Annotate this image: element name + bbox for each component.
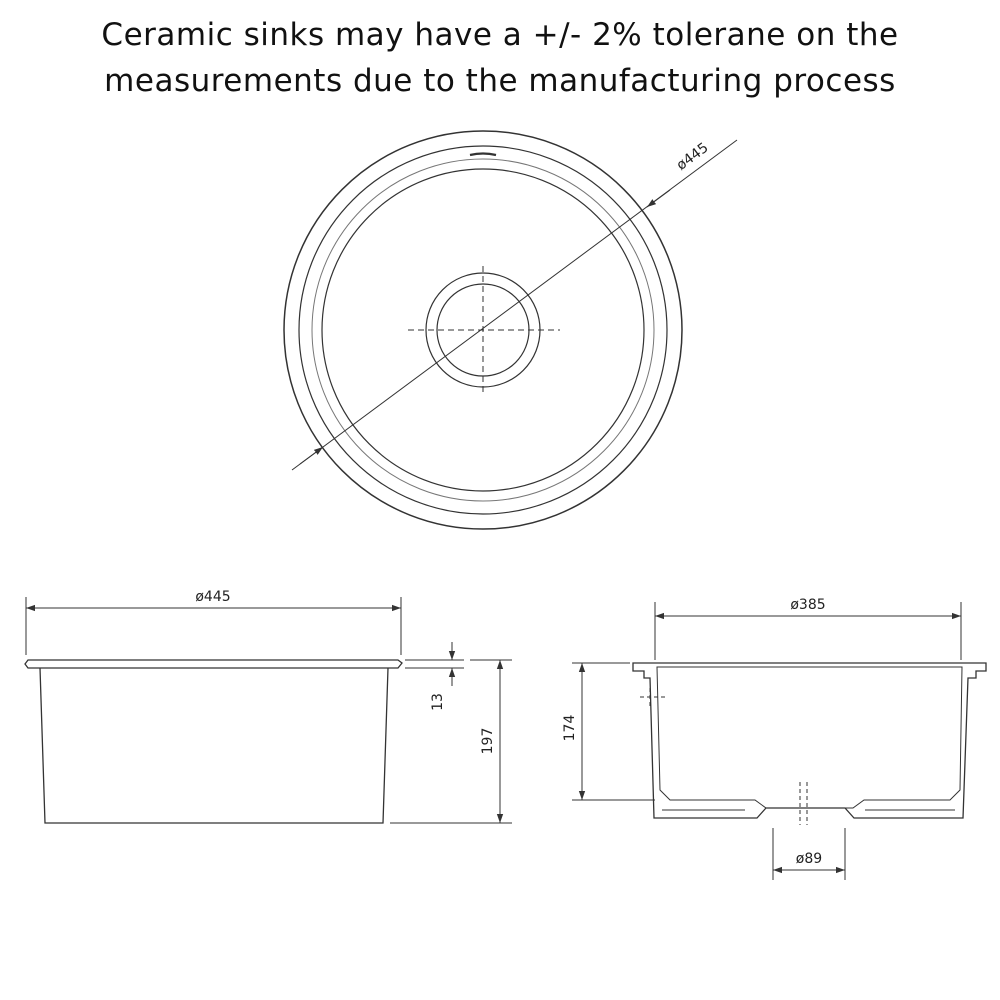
section-outer-profile	[633, 663, 986, 818]
top-view	[284, 131, 737, 529]
side-bowl-body	[40, 668, 388, 823]
section-inner-profile	[657, 667, 962, 808]
tolerance-note-line-1: Ceramic sinks may have a +/- 2% tolerane on the	[101, 17, 899, 53]
total-height-label: 197	[480, 727, 496, 755]
top-diameter-arrow-upper	[647, 190, 670, 207]
top-diameter-arrow-lower	[300, 447, 323, 464]
side-width-label: ø445	[195, 589, 231, 605]
section-view	[572, 602, 986, 880]
rim-height-label: 13	[430, 693, 446, 711]
top-diameter-line	[292, 140, 737, 470]
waste-diameter-label: ø89	[795, 851, 823, 867]
inner-diameter-label: ø385	[790, 597, 826, 613]
tolerance-note-line-2: measurements due to the manufacturing process	[104, 63, 896, 99]
inner-depth-label: 174	[562, 714, 578, 742]
top-diameter-label: ø445	[673, 139, 712, 174]
overflow-slot	[470, 154, 496, 156]
side-rim-flange	[25, 660, 402, 668]
